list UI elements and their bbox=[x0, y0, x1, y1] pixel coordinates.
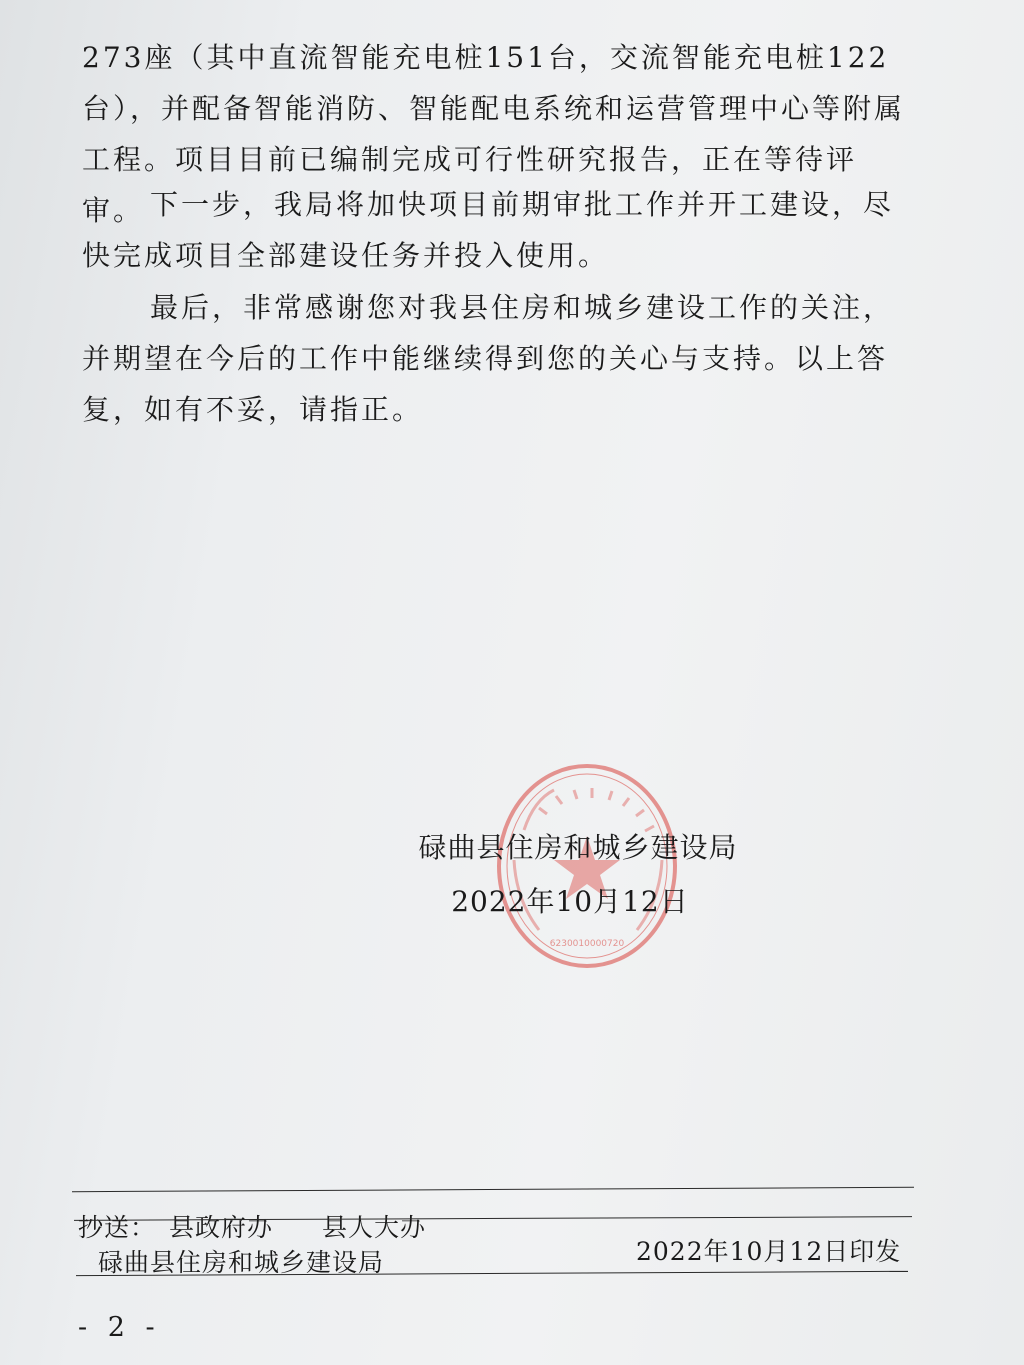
body-paragraph-2: 下一步，我局将加快项目前期审批工作并开工建设，尽快完成项目全部建设任务并投入使用。 bbox=[82, 188, 895, 272]
page-number: - 2 - bbox=[78, 1312, 161, 1343]
cc-recipient: 县政府办 bbox=[168, 1213, 273, 1242]
seal-serial: 6230010000720 bbox=[549, 939, 625, 949]
signature-date: 2022年10月12日 bbox=[451, 885, 689, 918]
body-paragraph-1: 273座（其中直流智能充电桩151台，交流智能充电桩122台），并配备智能消防、智能配电系统和运营管理中心等附属工程。项目目前已编制完成可行性研究报告，正在等待评审。 bbox=[82, 41, 906, 227]
issue-date: 2022年10月12日印发 bbox=[636, 1237, 902, 1266]
signature-organization: 碌曲县住房和城乡建设局 bbox=[418, 831, 738, 864]
issuer-organization: 碌曲县住房和城乡建设局 bbox=[98, 1248, 385, 1277]
footer-divider-top bbox=[72, 1187, 914, 1192]
official-seal bbox=[494, 760, 680, 972]
cc-line bbox=[78, 1208, 426, 1244]
cc-recipient: 县人大办 bbox=[321, 1213, 426, 1242]
cc-label: 抄送： bbox=[78, 1213, 157, 1242]
body-paragraph-3: 最后，非常感谢您对我县住房和城乡建设工作的关注，并期望在今后的工作中能继续得到您的关心与支持。以上答复，如有不妥，请指正。 bbox=[82, 291, 895, 426]
